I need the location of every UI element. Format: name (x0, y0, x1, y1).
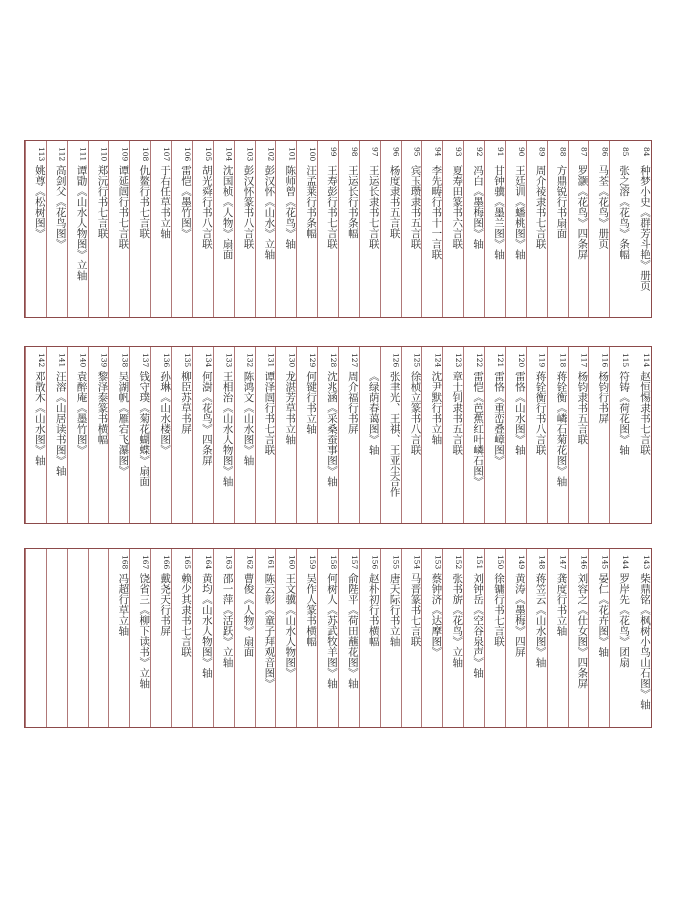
catalog-entry (401, 549, 422, 727)
entry-title: 饶省三《柳下读书》立轴 (138, 573, 151, 689)
entry-title: 马荃《花鸟》册页 (597, 165, 610, 249)
entry-number: 131 (266, 353, 276, 368)
catalog-entry (421, 549, 442, 727)
entry-title: 徐镛行书七言联 (492, 573, 505, 647)
entry-title: 钱守璞《菊花蝴蝶》扇面 (138, 371, 151, 487)
catalog-entry (359, 141, 380, 317)
catalog-entry (150, 549, 171, 727)
catalog-entry (192, 141, 213, 317)
entry-title: 罗灏《花鸟》四条屏 (576, 165, 589, 260)
entry-number: 93 (454, 147, 464, 157)
entry-number: 135 (182, 353, 192, 368)
entry-number: 122 (475, 353, 485, 368)
entry-number: 147 (558, 555, 568, 570)
entry-number: 124 (433, 353, 443, 368)
entry-title: 何树人《苏武牧羊图》轴 (326, 573, 338, 689)
entry-title: 雷恪《重峦叠嶂图》 (492, 371, 505, 466)
catalog-entry (275, 347, 296, 523)
entry-number: 125 (412, 353, 422, 368)
entry-title: 俞陛平《荷田蘸花图》轴 (346, 573, 359, 689)
catalog-entry (317, 347, 338, 523)
catalog-entry (442, 549, 463, 727)
entry-title: 柳臣苏草书屏 (179, 371, 192, 434)
catalog-entry (129, 347, 150, 523)
catalog-entry (275, 549, 296, 727)
catalog-entry (234, 141, 255, 317)
entry-title: 姚尊《松树图》 (33, 165, 46, 239)
entry-number: 116 (600, 353, 610, 368)
catalog-entry (442, 141, 463, 317)
entry-number: 121 (495, 353, 505, 368)
catalog-entry (296, 347, 317, 523)
entry-number: 95 (412, 147, 422, 157)
entry-title: 汪孟莱行书条幅 (305, 165, 318, 239)
entry-number: 140 (78, 353, 88, 368)
catalog-entry (630, 347, 651, 523)
catalog-entry (296, 549, 317, 727)
entry-number: 156 (370, 555, 380, 570)
catalog-entry (463, 549, 484, 727)
entry-number: 97 (370, 147, 380, 157)
entry-number: 100 (308, 147, 318, 162)
entry-title: 冯白《墨梅图》轴 (472, 165, 485, 249)
entry-number: 109 (120, 147, 130, 162)
entry-number: 103 (245, 147, 255, 162)
catalog-entry (442, 347, 463, 523)
catalog-entry (609, 549, 630, 727)
entry-title: 杨钧隶书五言联 (576, 371, 589, 445)
entry-title: 张书旂《花鸟》立轴 (451, 573, 464, 668)
catalog-entry (171, 549, 192, 727)
entry-title: 刘钟岳《空谷泉声》轴 (472, 573, 485, 678)
catalog-entry (547, 141, 568, 317)
catalog-entry (25, 141, 46, 317)
entry-title: 杨度隶书五言联 (388, 165, 401, 239)
catalog-entry (338, 549, 359, 727)
catalog-entry (213, 347, 234, 523)
catalog-entry (171, 347, 192, 523)
catalog-entry (234, 549, 255, 727)
entry-number: 91 (495, 147, 505, 157)
entry-title: 沈国桢《人物》扇面 (221, 165, 234, 260)
entry-number: 114 (642, 353, 651, 368)
entry-number: 149 (516, 555, 526, 570)
entry-title: 《绿荫春蔼图》轴 (367, 371, 380, 455)
catalog-entry (255, 141, 276, 317)
catalog-entry (296, 141, 317, 317)
catalog-entry (630, 549, 651, 727)
entry-number: 136 (162, 353, 172, 368)
catalog-entry (171, 141, 192, 317)
catalog-entry (129, 141, 150, 317)
entry-number: 137 (141, 353, 151, 368)
entry-title: 孙琳《山水楼图》 (159, 371, 172, 455)
catalog-entry (108, 141, 129, 317)
entry-number: 90 (516, 147, 526, 157)
entry-number: 155 (391, 555, 401, 570)
entry-number: 163 (224, 555, 234, 570)
catalog-entry (213, 549, 234, 727)
entry-title: 邓散木《山水图》轴 (33, 371, 46, 466)
entry-number: 88 (558, 147, 568, 157)
entry-title: 种梦小史《群芳斗艳》册页 (639, 165, 651, 291)
entry-number: 145 (600, 555, 610, 570)
catalog-entry (129, 549, 150, 727)
entry-number: 89 (537, 147, 547, 157)
catalog-entry (213, 141, 234, 317)
catalog-entry (588, 347, 609, 523)
catalog-entry (380, 347, 401, 523)
entry-number: 106 (182, 147, 192, 162)
entry-number: 87 (579, 147, 589, 157)
entry-number: 92 (475, 147, 485, 157)
catalog-entry (359, 549, 380, 727)
catalog-entry (588, 549, 609, 727)
catalog-entry (25, 549, 46, 727)
entry-title: 夏寿田篆书六言联 (451, 165, 464, 249)
entry-title: 于右任草书立轴 (159, 165, 172, 239)
entry-title: 何澍《花鸟》四条屏 (200, 371, 213, 466)
catalog-entry (484, 347, 505, 523)
entry-title: 吴湖帆《雁宕飞瀑图》 (117, 371, 130, 476)
entry-number: 164 (203, 555, 213, 570)
entry-title: 谭泽闿行书七言联 (263, 371, 276, 455)
entry-number: 96 (391, 147, 401, 157)
catalog-entry (88, 141, 109, 317)
catalog-entry (463, 347, 484, 523)
entry-title: 黄涛《墨梅》四屏 (513, 573, 526, 657)
catalog-entry (46, 141, 67, 317)
catalog-panel-1 (24, 140, 652, 318)
entry-title: 陈鸿文《山水图》轴 (242, 371, 255, 466)
entry-number: 130 (287, 353, 297, 368)
catalog-entry (338, 141, 359, 317)
entry-title: 何键行书立轴 (305, 371, 318, 434)
entry-title: 方鼎锐行书扇面 (555, 165, 568, 239)
entry-number: 129 (308, 353, 318, 368)
entry-title: 王廷训《蟠桃图》轴 (513, 165, 526, 260)
entry-number: 94 (433, 147, 443, 157)
entry-number: 162 (245, 555, 255, 570)
catalog-entry (568, 347, 589, 523)
catalog-entry (484, 141, 505, 317)
catalog-entry (108, 347, 129, 523)
entry-title: 晏仁《花卉图》轴 (597, 573, 610, 657)
entry-title: 王相治《山水人物图》轴 (221, 371, 234, 487)
catalog-entry (526, 141, 547, 317)
entry-title: 柴鼎铭《枫树小鸟山石图》轴 (639, 573, 651, 710)
entry-title: 仇鳌行书七言联 (138, 165, 151, 239)
entry-title: 沈兆涵《采桑蚕事图》轴 (326, 371, 338, 487)
catalog-entry (88, 549, 109, 727)
catalog-entry (255, 549, 276, 727)
entry-number: 153 (433, 555, 443, 570)
entry-title: 戴尧天行书屏 (159, 573, 172, 636)
entry-title: 陈师曾《花鸟》轴 (284, 165, 297, 249)
catalog-entry (547, 347, 568, 523)
entry-title: 王运长行书条幅 (346, 165, 359, 239)
entry-title: 郑沅行书七言联 (96, 165, 109, 239)
entry-title: 王文骥《山水人物图》 (284, 573, 297, 678)
catalog-panel-3 (24, 548, 652, 728)
entry-number: 104 (224, 147, 234, 162)
entry-title: 罗岸先《花鸟》团扇 (618, 573, 631, 668)
catalog-entry (401, 347, 422, 523)
catalog-panel-2 (24, 346, 652, 524)
catalog-entry (421, 347, 442, 523)
catalog-entry (401, 141, 422, 317)
entry-number: 152 (454, 555, 464, 570)
catalog-entry (630, 141, 651, 317)
entry-number: 133 (224, 353, 234, 368)
catalog-entry (150, 141, 171, 317)
entry-number: 154 (412, 555, 422, 570)
entry-title: 蒋铨衡行书八言联 (534, 371, 547, 455)
entry-number: 105 (203, 147, 213, 162)
entry-number: 157 (349, 555, 359, 570)
entry-number: 115 (621, 353, 631, 368)
entry-title: 雷恺《芭蕉红叶嶙石图》 (472, 371, 485, 487)
entry-title: 胡光舜行书八言联 (200, 165, 213, 249)
entry-title: 蒋铨衡《嶙石菊花图》轴 (555, 371, 568, 487)
entry-title: 黄均《山水人物图》轴 (200, 573, 213, 678)
entry-number: 111 (78, 147, 88, 162)
catalog-entry (338, 347, 359, 523)
entry-number: 110 (99, 147, 109, 162)
catalog-entry (380, 549, 401, 727)
catalog-entry (108, 549, 129, 727)
entry-number: 86 (600, 147, 610, 157)
entry-number: 123 (454, 353, 464, 368)
catalog-entry (609, 347, 630, 523)
entry-number: 99 (329, 147, 338, 157)
entry-number: 128 (329, 353, 338, 368)
entry-title: 张之溶《花鸟》条幅 (618, 165, 631, 260)
catalog-entry (192, 549, 213, 727)
entry-title: 雷恪《山水图》轴 (513, 371, 526, 455)
entry-title: 龚度行书立轴 (555, 573, 568, 636)
entry-number: 112 (57, 147, 67, 162)
entry-number: 98 (349, 147, 359, 157)
catalog-entry (192, 347, 213, 523)
entry-number: 143 (642, 555, 651, 570)
entry-number: 108 (141, 147, 151, 162)
entry-number: 167 (141, 555, 151, 570)
entry-number: 150 (495, 555, 505, 570)
entry-number: 85 (621, 147, 631, 157)
entry-number: 127 (349, 353, 359, 368)
entry-title: 彭汉怀篆书八言联 (242, 165, 255, 249)
catalog-entry (568, 549, 589, 727)
entry-number: 151 (475, 555, 485, 570)
catalog-entry (46, 549, 67, 727)
entry-title: 刘容之《仕女图》四条屏 (576, 573, 589, 689)
entry-number: 159 (308, 555, 318, 570)
entry-title: 曹俊《人物》扇面 (242, 573, 255, 657)
entry-number: 165 (182, 555, 192, 570)
entry-title: 甘钟骥《墨兰图》轴 (492, 165, 505, 260)
entry-title: 黎泽泰篆书横幅 (96, 371, 109, 445)
catalog-entry (234, 347, 255, 523)
entry-title: 赖少其隶书七言联 (179, 573, 192, 657)
entry-title: 袁醉庵《墨竹图》 (75, 371, 88, 455)
catalog-entry (547, 549, 568, 727)
catalog-entry (46, 347, 67, 523)
entry-title: 杨钧行书屏 (597, 371, 610, 424)
catalog-entry (526, 347, 547, 523)
entry-number: 102 (266, 147, 276, 162)
catalog-entry (317, 141, 338, 317)
entry-number: 158 (329, 555, 338, 570)
entry-number: 132 (245, 353, 255, 368)
entry-number: 101 (287, 147, 297, 162)
entry-number: 138 (120, 353, 130, 368)
catalog-entry (526, 549, 547, 727)
catalog-entry (317, 549, 338, 727)
catalog-entry (88, 347, 109, 523)
entry-title: 徐桢立篆书八言联 (409, 371, 422, 455)
entry-number: 134 (203, 353, 213, 368)
catalog-entry (505, 141, 526, 317)
entry-number: 126 (391, 353, 401, 368)
entry-title: 马晋篆书七言联 (409, 573, 422, 647)
catalog-entry (67, 141, 88, 317)
entry-number: 166 (162, 555, 172, 570)
entry-number: 161 (266, 555, 276, 570)
catalog-entry (484, 549, 505, 727)
entry-title: 蔡钟济《达摩图》 (430, 573, 443, 657)
entry-title: 雷恺《墨竹图》 (179, 165, 192, 239)
entry-title: 章士钊隶书五言联 (451, 371, 464, 455)
entry-title: 沈尹默行书立轴 (430, 371, 443, 445)
entry-title: 唐天际行书立轴 (388, 573, 401, 647)
entry-number: 141 (57, 353, 67, 368)
entry-number: 146 (579, 555, 589, 570)
entry-title: 吴作人篆书横幅 (305, 573, 318, 647)
entry-number: 168 (120, 555, 130, 570)
entry-number: 117 (579, 353, 589, 368)
catalog-entry (359, 347, 380, 523)
entry-title: 蒋笠云《山水图》轴 (534, 573, 547, 668)
catalog-entry (588, 141, 609, 317)
entry-number: 144 (621, 555, 631, 570)
entry-title: 张聿光、王祺、王亚尘合作 (388, 371, 401, 497)
entry-number: 139 (99, 353, 109, 368)
entry-title: 周介祾隶书七言联 (534, 165, 547, 249)
catalog-entry (255, 347, 276, 523)
entry-title: 符铸《荷花图》轴 (618, 371, 631, 455)
catalog-entry (463, 141, 484, 317)
entry-title: 龙湛芳草书立轴 (284, 371, 297, 445)
catalog-entry (505, 347, 526, 523)
catalog-entry (609, 141, 630, 317)
entry-number: 113 (36, 147, 46, 162)
catalog-entry (421, 141, 442, 317)
entry-title: 赵朴初行书横幅 (367, 573, 380, 647)
catalog-entry (67, 549, 88, 727)
entry-number: 120 (516, 353, 526, 368)
entry-title: 周介福行书屏 (346, 371, 359, 434)
catalog-entry (505, 549, 526, 727)
entry-title: 王运长隶书七言联 (367, 165, 380, 249)
entry-title: 冯超行草立轴 (117, 573, 130, 636)
catalog-entry (275, 141, 296, 317)
entry-number: 84 (642, 147, 651, 157)
entry-number: 142 (36, 353, 46, 368)
catalog-entry (568, 141, 589, 317)
entry-title: 谭延闿行书七言联 (117, 165, 130, 249)
catalog-entry (380, 141, 401, 317)
entry-number: 118 (558, 353, 568, 368)
entry-title: 王寿彭行书七言联 (326, 165, 338, 249)
catalog-entry (150, 347, 171, 523)
entry-title: 赵恒惕隶书七言联 (639, 371, 651, 455)
entry-number: 119 (537, 353, 547, 368)
entry-title: 汪溶《山居读书图》轴 (54, 371, 67, 476)
entry-title: 彭汉怀《山水》立轴 (263, 165, 276, 260)
catalog-entry (25, 347, 46, 523)
entry-number: 148 (537, 555, 547, 570)
entry-title: 李先畴行书十一言联 (430, 165, 443, 260)
entry-title: 高剑父《花鸟图》 (54, 165, 67, 249)
entry-number: 107 (162, 147, 172, 162)
entry-title: 宾玉瓒隶书五言联 (409, 165, 422, 249)
entry-number: 160 (287, 555, 297, 570)
catalog-entry (67, 347, 88, 523)
entry-title: 邵一萍《活跃》立轴 (221, 573, 234, 668)
entry-title: 谭勖《山水人物图》立轴 (75, 165, 88, 281)
entry-title: 陈云彰《童子拜观音图》 (263, 573, 276, 689)
